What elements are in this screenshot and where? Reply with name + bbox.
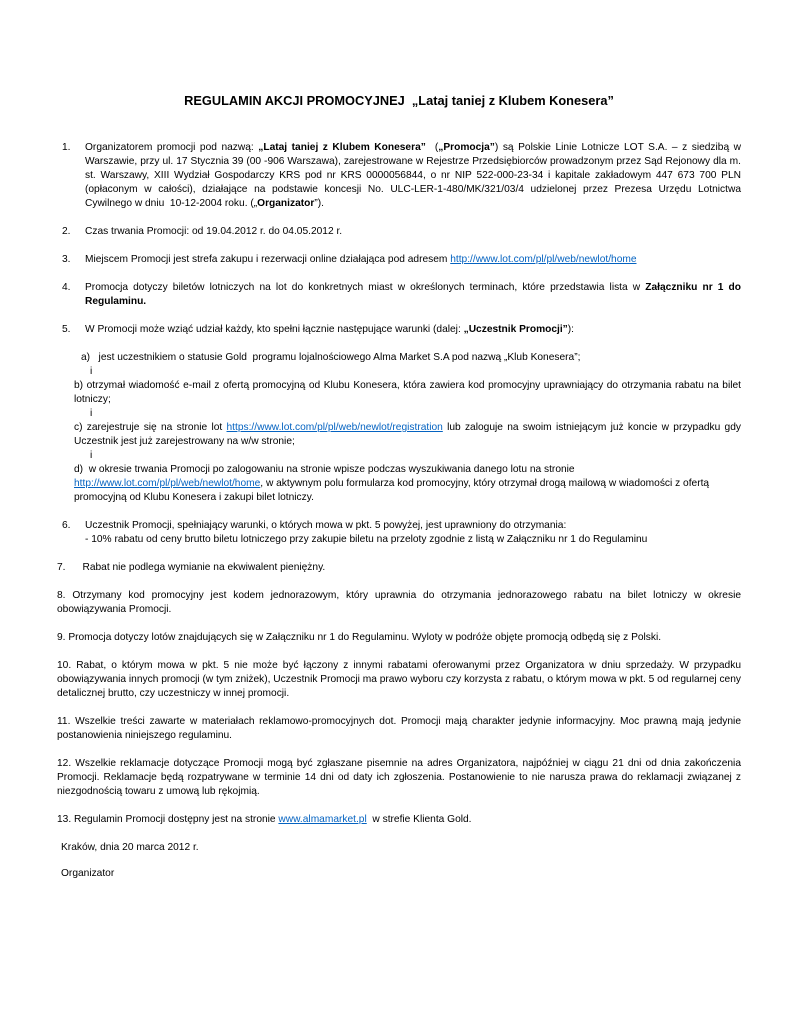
clause-5-number: 5. xyxy=(62,324,71,335)
clause-4 xyxy=(57,281,741,309)
text-run: 7. Rabat nie podlega wymianie na ekwiwalent pieniężny. xyxy=(57,562,326,573)
clause-2-number: 2. xyxy=(62,226,71,237)
clause-4-text xyxy=(85,281,741,309)
condition-c xyxy=(74,421,741,449)
clause-13 xyxy=(57,813,741,827)
text-run: Promocja dotyczy biletów lotniczych na lot do konkretnych miast w określonych terminach, które przedstawia lista w xyxy=(85,282,646,293)
clause-1-number: 1. xyxy=(62,142,71,153)
bold-text-run: Organizator xyxy=(257,198,315,209)
clause-8 xyxy=(57,589,741,617)
text-run: 8. Otrzymany kod promocyjny jest kodem jednorazowym, który uprawnia do otrzymania jednorazowego rabatu na bilet lotniczy w okresie obowiązywania Promocji. xyxy=(57,590,741,615)
text-run: 12. Wszelkie reklamacje dotyczące Promocji mogą być zgłaszane pisemnie na adres Organizatora, najpóźniej w ciągu 21 dni od dnia zakończenia Promocji. Reklamacje będą rozpatrywane w terminie 14 dni od daty ich zgłoszenia. Postanowienie to nie narusza prawa do reklamacji związanej z niezgodnością towaru z umową lub rękojmią. xyxy=(57,758,741,797)
clause-1 xyxy=(57,141,741,211)
place-date: Kraków, dnia 20 marca 2012 r. xyxy=(61,842,199,853)
text-run: Organizatorem promocji pod nazwą: xyxy=(85,142,259,153)
condition-d xyxy=(74,463,741,505)
text-run: ”). xyxy=(314,198,324,209)
text-run: Uczestnik Promocji, spełniający warunki, o których mowa w pkt. 5 powyżej, jest uprawniony do otrzymania: xyxy=(85,520,567,531)
clause-2 xyxy=(57,225,741,239)
clause-1-text xyxy=(85,141,741,211)
clause-3-number: 3. xyxy=(62,254,71,265)
hyperlink[interactable]: http://www.lot.com/pl/pl/web/newlot/home xyxy=(74,478,261,489)
clause-6-text xyxy=(85,519,741,547)
and-separator-1: i xyxy=(90,366,93,377)
clause-5-text xyxy=(85,323,741,337)
clause-9 xyxy=(57,631,741,645)
condition-b xyxy=(74,379,741,407)
text-run: Czas trwania Promocji: od 19.04.2012 r. do 04.05.2012 r. xyxy=(85,226,343,237)
document-title: REGULAMIN AKCJI PROMOCYJNEJ „Lataj taniej z Klubem Konesera” xyxy=(184,93,614,108)
bold-text-run: „Uczestnik Promocji” xyxy=(463,324,568,335)
bold-text-run: „Promocja” xyxy=(438,142,495,153)
hyperlink[interactable]: https://www.lot.com/pl/pl/web/newlot/registration xyxy=(226,422,443,433)
clause-12 xyxy=(57,757,741,799)
and-separator-3: i xyxy=(90,450,93,461)
text-run: ): xyxy=(567,324,575,335)
clause-5 xyxy=(57,323,741,337)
clause-6 xyxy=(57,519,741,547)
bold-text-run: „Lataj taniej z Klubem Konesera” xyxy=(258,142,426,153)
text-run: ( xyxy=(425,142,439,153)
text-run: , w aktywnym polu formularza kod promocyjny, który otrzymał drogą mailową w wiadomości z ofertą promocyjną od Klubu Konesera i zakupi bilet lotniczy. xyxy=(74,478,710,503)
text-run: w strefie Klienta Gold. xyxy=(366,814,472,825)
clause-10 xyxy=(57,659,741,701)
text-run: lub zaloguje na swoim istniejącym już koncie w przypadku gdy Uczestnik jest już zarejestrowany na w/w stronie; xyxy=(74,422,741,447)
condition-a xyxy=(81,351,741,365)
clause-6-number: 6. xyxy=(62,520,71,531)
text-run: c) zarejestruje się na stronie lot xyxy=(74,422,227,433)
text-run: b) otrzymał wiadomość e-mail z ofertą promocyjną od Klubu Konesera, która zawiera kod promocyjny uprawniający do otrzymania rabatu na bilet lotniczy; xyxy=(74,380,741,405)
signature: Organizator xyxy=(61,868,115,879)
text-run: ) są Polskie Linie Lotnicze LOT S.A. – z siedzibą w Warszawie, przy ul. 17 Stycznia 39 (00 -906 Warszawa), zarejestrowane w Rejestrze Przedsiębiorców prowadzonym przez Sąd Rejonowy dla m. st. Warszawy, XIII Wydział Gospodarczy KRS pod nr KRS 0000056844, o nr NIP 522-000-23-34 i kapitale zakładowym 447 673 700 PLN (opłaconym w całości), działające na podstawie koncesji No. ULC-LER-1-480/MK/321/03/4 udzielonej przez Prezesa Urzędu Lotnictwa Cywilnego w dniu 10-12-2004 roku. („ xyxy=(85,142,741,209)
clause-11 xyxy=(57,715,741,743)
text-run: W Promocji może wziąć udział każdy, kto spełni łącznie następujące warunki (dalej: xyxy=(85,324,464,335)
clause-2-text xyxy=(85,225,741,239)
hyperlink[interactable]: www.almamarket.pl xyxy=(278,814,367,825)
clause-7 xyxy=(57,561,741,575)
text-run: d) w okresie trwania Promocji po zalogowaniu na stronie wpisze podczas wyszukiwania danego lotu na stronie xyxy=(74,464,575,475)
clause-4-number: 4. xyxy=(62,282,71,293)
text-run: a) jest uczestnikiem o statusie Gold programu lojalnościowego Alma Market S.A pod nazwą „Klub Konesera”; xyxy=(81,352,581,363)
text-run: 13. Regulamin Promocji dostępny jest na stronie xyxy=(57,814,279,825)
hyperlink[interactable]: http://www.lot.com/pl/pl/web/newlot/home xyxy=(450,254,637,265)
text-run: Miejscem Promocji jest strefa zakupu i rezerwacji online działająca pod adresem xyxy=(85,254,451,265)
and-separator-2: i xyxy=(90,408,93,419)
text-run: 10. Rabat, o którym mowa w pkt. 5 nie może być łączony z innymi rabatami oferowanymi przez Organizatora w dniu sprzedaży. W przypadku obowiązywania innych promocji (w tym zniżek), Uczestnik Promocji ma prawo wyboru czy korzysta z rabatu, o którym mowa w pkt. 5 od regularnej ceny detalicznej brutto, czy uczestniczy w innej promocji. xyxy=(57,660,741,699)
clause-3 xyxy=(57,253,741,267)
bold-text-run: Załączniku nr 1 do Regulaminu. xyxy=(85,282,741,307)
clause-3-text xyxy=(85,253,741,267)
text-run: - 10% rabatu od ceny brutto biletu lotniczego przy zakupie biletu na przeloty zgodnie z listą w Załączniku nr 1 do Regulaminu xyxy=(85,534,648,545)
text-run: 11. Wszelkie treści zawarte w materiałach reklamowo-promocyjnych dot. Promocji mają charakter jedynie informacyjny. Moc prawną mają jedynie postanowienia niniejszego regulaminu. xyxy=(57,716,741,741)
text-run: 9. Promocja dotyczy lotów znajdujących się w Załączniku nr 1 do Regulaminu. Wyloty w podróże objęte promocją odbędą się z Polski. xyxy=(57,632,662,643)
